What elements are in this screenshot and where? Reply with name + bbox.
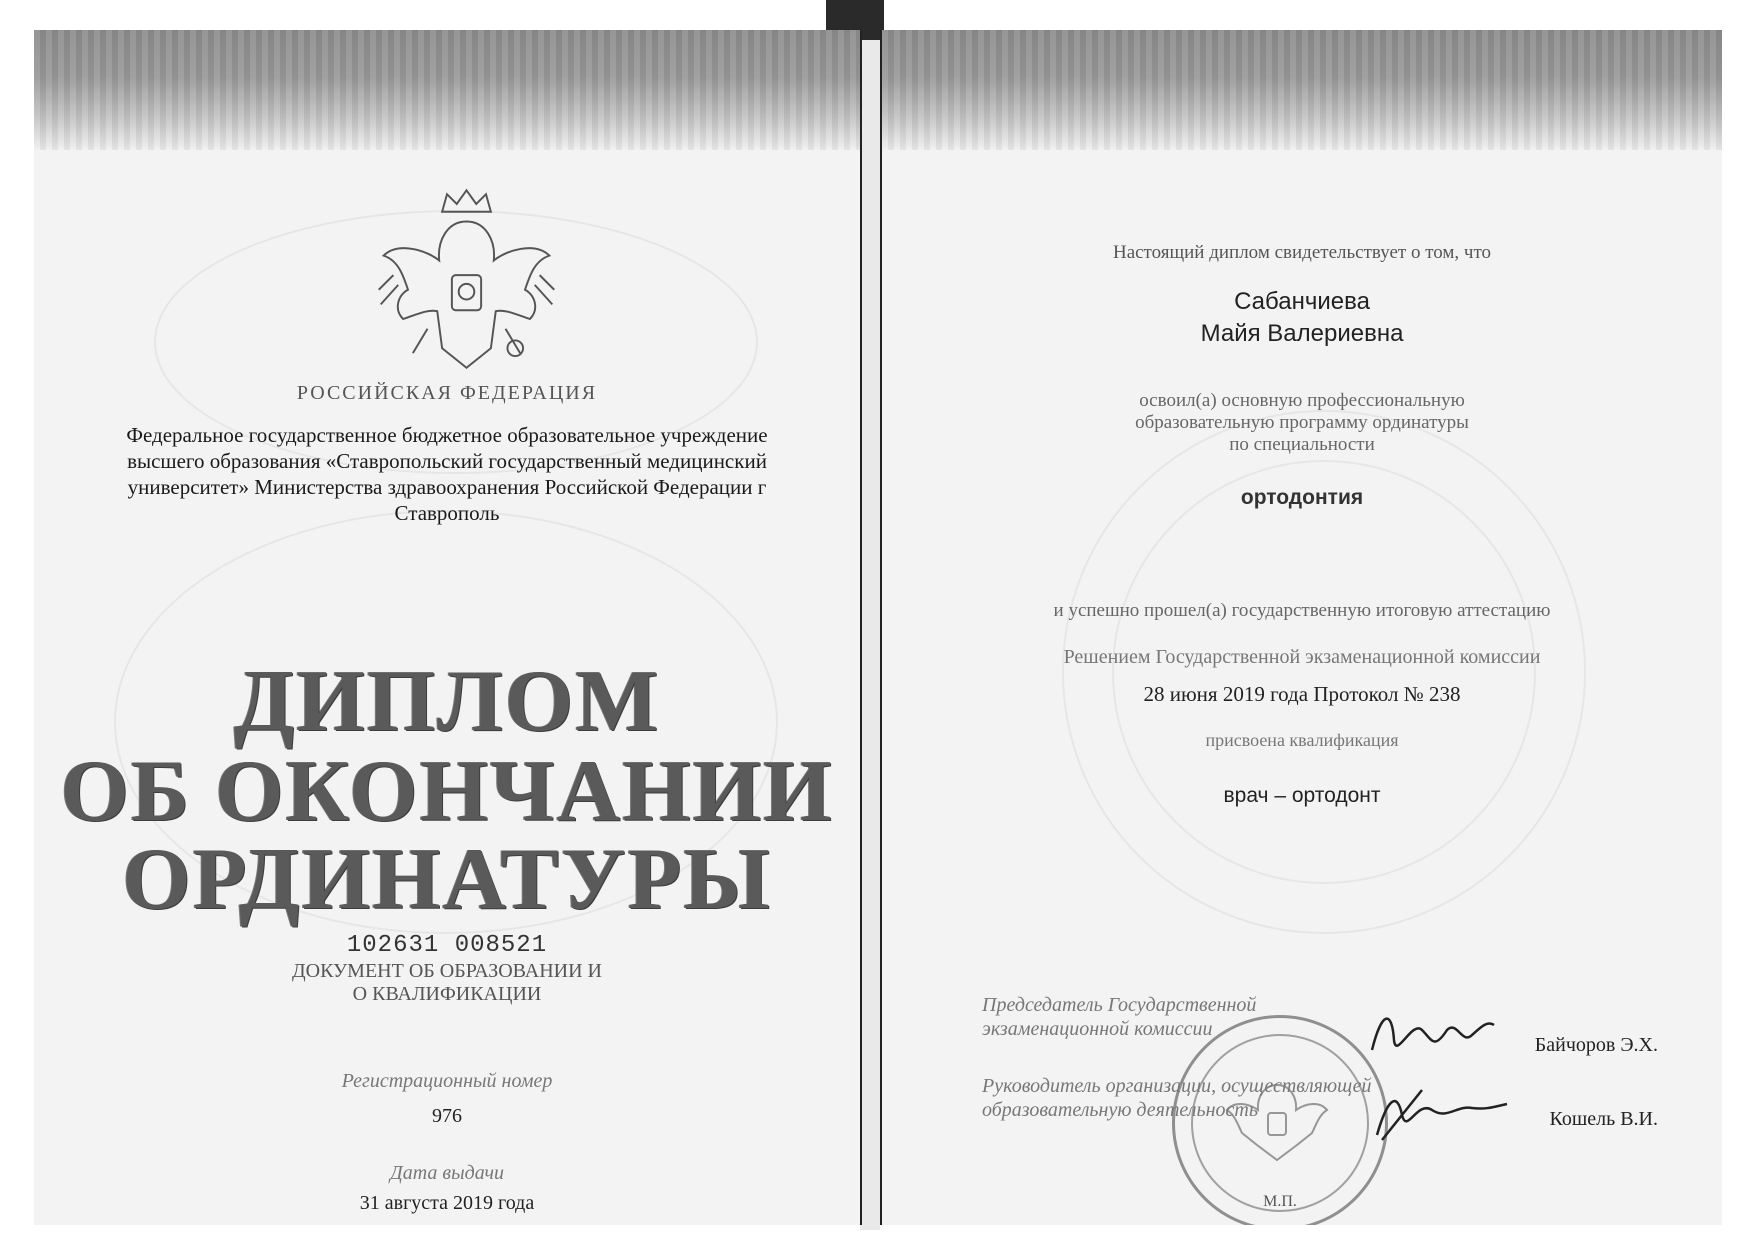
program-statement-line3: по специальности [1229, 434, 1375, 455]
issue-date-label: Дата выдачи [389, 1162, 505, 1184]
seal-mark: М.П. [1263, 1193, 1297, 1210]
university-name: Федеральное государственное бюджетное образовательное учреждение высшего образования «Ставропольский государственный медицинский университет» Министерства здравоохранения Российской Федерации г Ставрополь [126, 423, 768, 525]
diploma-title-line2: ОБ ОКОНЧАНИИ [60, 743, 834, 840]
head-role-line2: образовательную деятельность [982, 1099, 1258, 1121]
commission-decision: Решением Государственной экзаменационной комиссии [1063, 646, 1541, 668]
head-signature [1362, 1070, 1512, 1150]
chair-role-line2: экзаменационной комиссии [982, 1018, 1213, 1040]
chair-name: Байчоров Э.Х. [1534, 1034, 1658, 1056]
serial-number: 102631 008521 [346, 932, 548, 959]
chair-role-line1: Председатель Государственной [982, 994, 1257, 1016]
registration-number: 976 [432, 1105, 462, 1127]
coat-of-arms-emblem [369, 180, 564, 380]
registration-number-label: Регистрационный номер [341, 1070, 553, 1092]
graduate-given-names: Майя Валериевна [1200, 320, 1404, 347]
right-page [880, 30, 1722, 1225]
decorative-band [34, 30, 860, 150]
protocol-date-number: 28 июня 2019 года Протокол № 238 [1143, 682, 1461, 706]
program-statement-line2: образовательную программу ординатуры [1135, 412, 1469, 433]
guilloche-pattern [1112, 460, 1536, 884]
left-page [34, 30, 862, 1225]
issue-date: 31 августа 2019 года [359, 1192, 535, 1214]
chair-signature [1362, 1000, 1502, 1070]
chair-role [982, 993, 1256, 1041]
document-type [34, 960, 860, 1006]
qualification: врач – ортодонт [1223, 784, 1381, 807]
graduate-surname: Сабанчиева [1234, 288, 1370, 315]
decorative-band [882, 30, 1722, 150]
document-type-line2: О КВАЛИФИКАЦИИ [352, 983, 542, 1005]
document-type-line1: ДОКУМЕНТ ОБ ОБРАЗОВАНИИ И [292, 960, 602, 982]
diploma-title-line1: ДИПЛОМ [233, 653, 661, 750]
specialty: ортодонтия [1240, 486, 1364, 509]
program-statement [882, 390, 1722, 456]
qualification-label: присвоена квалификация [1205, 730, 1399, 750]
head-name: Кошель В.И. [1549, 1108, 1658, 1130]
certificate-intro: Настоящий диплом свидетельствует о том, что [1112, 242, 1492, 263]
head-role [982, 1074, 1372, 1122]
country-label: РОССИЙСКАЯ ФЕДЕРАЦИЯ [296, 382, 598, 404]
attestation-statement: и успешно прошел(а) государственную итоговую аттестацию [1053, 600, 1551, 621]
diploma-title-line3: ОРДИНАТУРЫ [122, 831, 772, 928]
spine [860, 0, 880, 1230]
head-role-line1: Руководитель организации, осуществляющей [982, 1075, 1372, 1097]
program-statement-line1: освоил(а) основную профессиональную [1139, 390, 1465, 411]
